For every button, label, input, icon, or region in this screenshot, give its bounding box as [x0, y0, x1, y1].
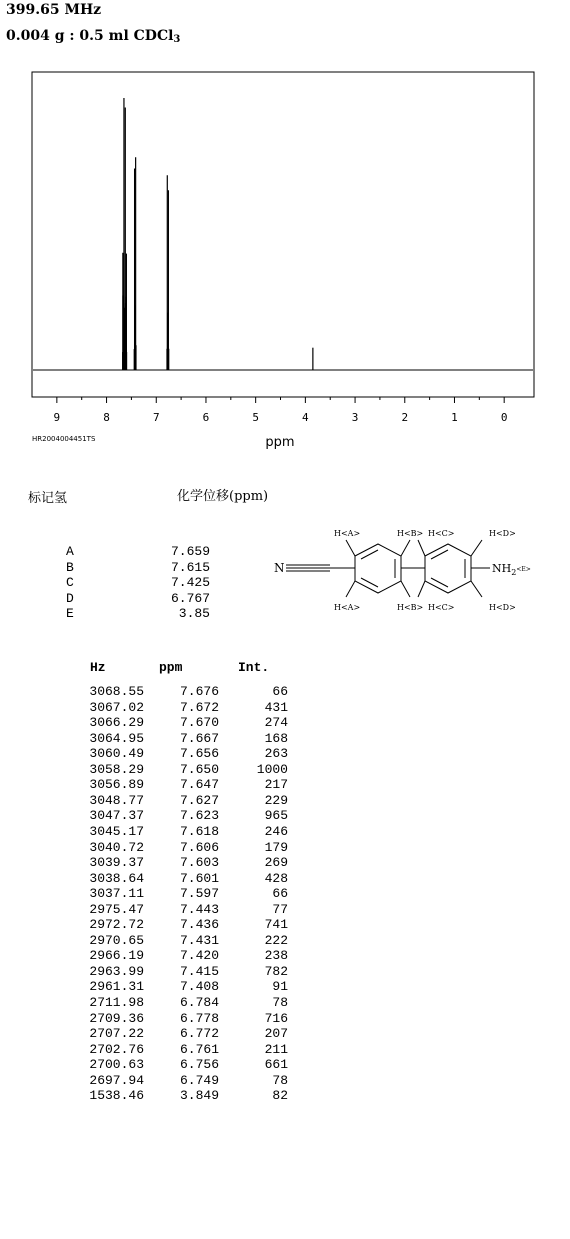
peak-int: 431 [264, 699, 288, 715]
spectrum-code: HR2004004451TS [32, 435, 96, 443]
peak-hz: 2972.72 [89, 917, 144, 933]
nitrile-n-label: N [274, 561, 285, 575]
plot-frame [32, 72, 534, 397]
peak-int: 78 [272, 995, 288, 1010]
peak-int: 246 [264, 823, 288, 839]
assign-shift: 7.659 [170, 544, 210, 559]
assign-label: E [66, 606, 74, 621]
peak-hz: 2975.47 [89, 901, 144, 917]
peak-hz: 3040.72 [89, 839, 144, 855]
peak-int: 263 [264, 746, 288, 762]
peak-ppm: 7.420 [179, 948, 219, 964]
peak-int: 238 [264, 948, 288, 964]
shift-title: 化学位移(ppm) [177, 489, 269, 504]
peak-int: 168 [264, 730, 288, 746]
h-top-d: H<D> [489, 529, 516, 538]
assign-label: D [66, 590, 74, 606]
peak-hz: 2711.98 [89, 995, 144, 1010]
peak-int: 428 [264, 870, 288, 886]
x-tick-label: 8 [103, 411, 110, 424]
peak-hz: 3037.11 [89, 886, 144, 902]
peak-ppm: 6.772 [179, 1026, 219, 1042]
h-bottom-c: H<C> [428, 603, 455, 612]
peak-ppm: 6.761 [179, 1041, 219, 1057]
peak-ppm: 6.784 [179, 995, 219, 1010]
assign-label: C [66, 575, 74, 590]
peak-hz: 2700.63 [89, 1057, 144, 1073]
peak-int: 66 [272, 684, 288, 699]
sample-subscript: 3 [173, 34, 181, 45]
peak-hz: 3060.49 [89, 746, 144, 762]
x-tick-label: 2 [401, 411, 409, 424]
assign-label: B [66, 559, 74, 575]
peak-hz: 2970.65 [89, 932, 144, 948]
peak-hz: 2697.94 [89, 1072, 144, 1088]
peak-ppm: 7.667 [179, 730, 219, 746]
peak-hz: 2961.31 [89, 979, 144, 995]
peak-ppm: 7.656 [179, 746, 219, 762]
peak-hz: 1538.46 [89, 1088, 144, 1104]
molecule-structure [270, 522, 570, 647]
peak-int: 82 [272, 1088, 288, 1104]
peak-int: 91 [272, 979, 288, 995]
peak-ppm: 7.623 [179, 808, 219, 824]
peak-hz: 3039.37 [89, 855, 144, 871]
peak-ppm: 7.443 [179, 901, 219, 917]
assign-shift: 3.85 [178, 606, 210, 621]
peak-hz: 3058.29 [89, 761, 144, 777]
peak-hz: 3038.64 [89, 870, 144, 886]
peak-int: 78 [272, 1072, 288, 1088]
x-tick-label: 1 [451, 411, 458, 424]
peak-ppm: 7.672 [179, 699, 219, 715]
x-tick-label: 0 [500, 411, 508, 424]
amine-label [492, 562, 531, 577]
peak-int: 222 [264, 932, 288, 948]
peak-hz: 3067.02 [89, 699, 144, 715]
peak-hz: 2963.99 [89, 963, 144, 979]
peak-hz: 3068.55 [89, 684, 144, 699]
peak-ppm: 6.778 [179, 1010, 219, 1026]
spectrometer-frequency: 399.65 MHz [6, 2, 102, 18]
amine-tag: <E> [516, 566, 531, 573]
assign-label: A [66, 544, 74, 559]
peak-hz: 2707.22 [89, 1026, 144, 1042]
assign-shift: 7.615 [170, 559, 210, 575]
peak-int: 965 [264, 808, 288, 824]
x-tick-label: 3 [351, 411, 359, 424]
peak-int: 716 [264, 1010, 288, 1026]
amine-nh: NH [492, 562, 512, 575]
sample-text: 0.004 g : 0.5 ml CDCl [6, 28, 174, 44]
peak-int: 269 [264, 855, 288, 871]
x-tick-label: 6 [202, 411, 210, 424]
peak-hz: 3045.17 [89, 823, 144, 839]
peak-header-int: Int. [238, 660, 270, 675]
peak-int: 661 [264, 1057, 288, 1073]
peak-ppm: 7.408 [179, 979, 219, 995]
spectrum-marks [33, 98, 533, 370]
peak-int: 274 [264, 715, 288, 731]
peak-int: 211 [264, 1041, 288, 1057]
assign-shift: 7.425 [170, 575, 210, 590]
x-tick-label: 9 [53, 411, 61, 424]
h-top-b: H<B> [397, 529, 424, 538]
peak-header-ppm: ppm [159, 660, 183, 675]
h-bottom-d: H<D> [489, 603, 516, 612]
peak-ppm: 7.603 [179, 855, 219, 871]
h-top-c: H<C> [428, 529, 455, 538]
peak-ppm: 7.601 [179, 870, 219, 886]
h-top-a: H<A> [334, 529, 361, 538]
peak-hz: 3064.95 [89, 730, 144, 746]
ring-left [355, 544, 401, 593]
peak-ppm: 7.670 [179, 715, 219, 731]
peak-int: 207 [264, 1026, 288, 1042]
peak-hz: 3066.29 [89, 715, 144, 731]
h-bottom-a: H<A> [334, 603, 361, 612]
peak-ppm: 7.627 [179, 792, 219, 808]
ring-right [425, 544, 471, 593]
peak-ppm: 7.618 [179, 823, 219, 839]
nmr-spectrum-chart [0, 0, 570, 450]
peak-ppm: 7.415 [179, 963, 219, 979]
peak-int: 229 [264, 792, 288, 808]
peak-ppm: 7.606 [179, 839, 219, 855]
x-axis-ticks [54, 397, 508, 424]
peak-hz: 3047.37 [89, 808, 144, 824]
h-bottom-b: H<B> [397, 603, 424, 612]
peak-int: 782 [264, 963, 288, 979]
peak-ppm: 7.647 [179, 777, 219, 793]
peak-ppm: 7.597 [179, 886, 219, 902]
peak-int: 179 [264, 839, 288, 855]
peak-ppm: 7.436 [179, 917, 219, 933]
peak-ppm: 6.756 [179, 1057, 219, 1073]
peak-header-hz: Hz [90, 660, 106, 675]
peak-int: 77 [272, 901, 288, 917]
peak-ppm: 7.650 [179, 761, 219, 777]
peak-int: 66 [272, 886, 288, 902]
peak-hz: 3056.89 [89, 777, 144, 793]
peak-int: 217 [264, 777, 288, 793]
peak-int: 741 [264, 917, 288, 933]
h-label-title: 标记氢 [28, 491, 68, 506]
peak-hz: 2709.36 [89, 1010, 144, 1026]
x-tick-label: 7 [152, 411, 160, 424]
peak-ppm: 7.676 [179, 684, 219, 699]
x-tick-label: 4 [302, 411, 309, 424]
peak-hz: 2966.19 [89, 948, 144, 964]
peak-int: 1000 [256, 761, 288, 777]
peak-ppm: 7.431 [179, 932, 219, 948]
peak-ppm: 6.749 [179, 1072, 219, 1088]
x-tick-label: 5 [252, 411, 259, 424]
assign-shift: 6.767 [170, 590, 210, 606]
x-axis-label: ppm [265, 435, 295, 450]
amine-sub: 2 [511, 568, 517, 577]
peak-hz: 3048.77 [89, 792, 144, 808]
peak-ppm: 3.849 [179, 1088, 219, 1104]
peak-hz: 2702.76 [89, 1041, 144, 1057]
